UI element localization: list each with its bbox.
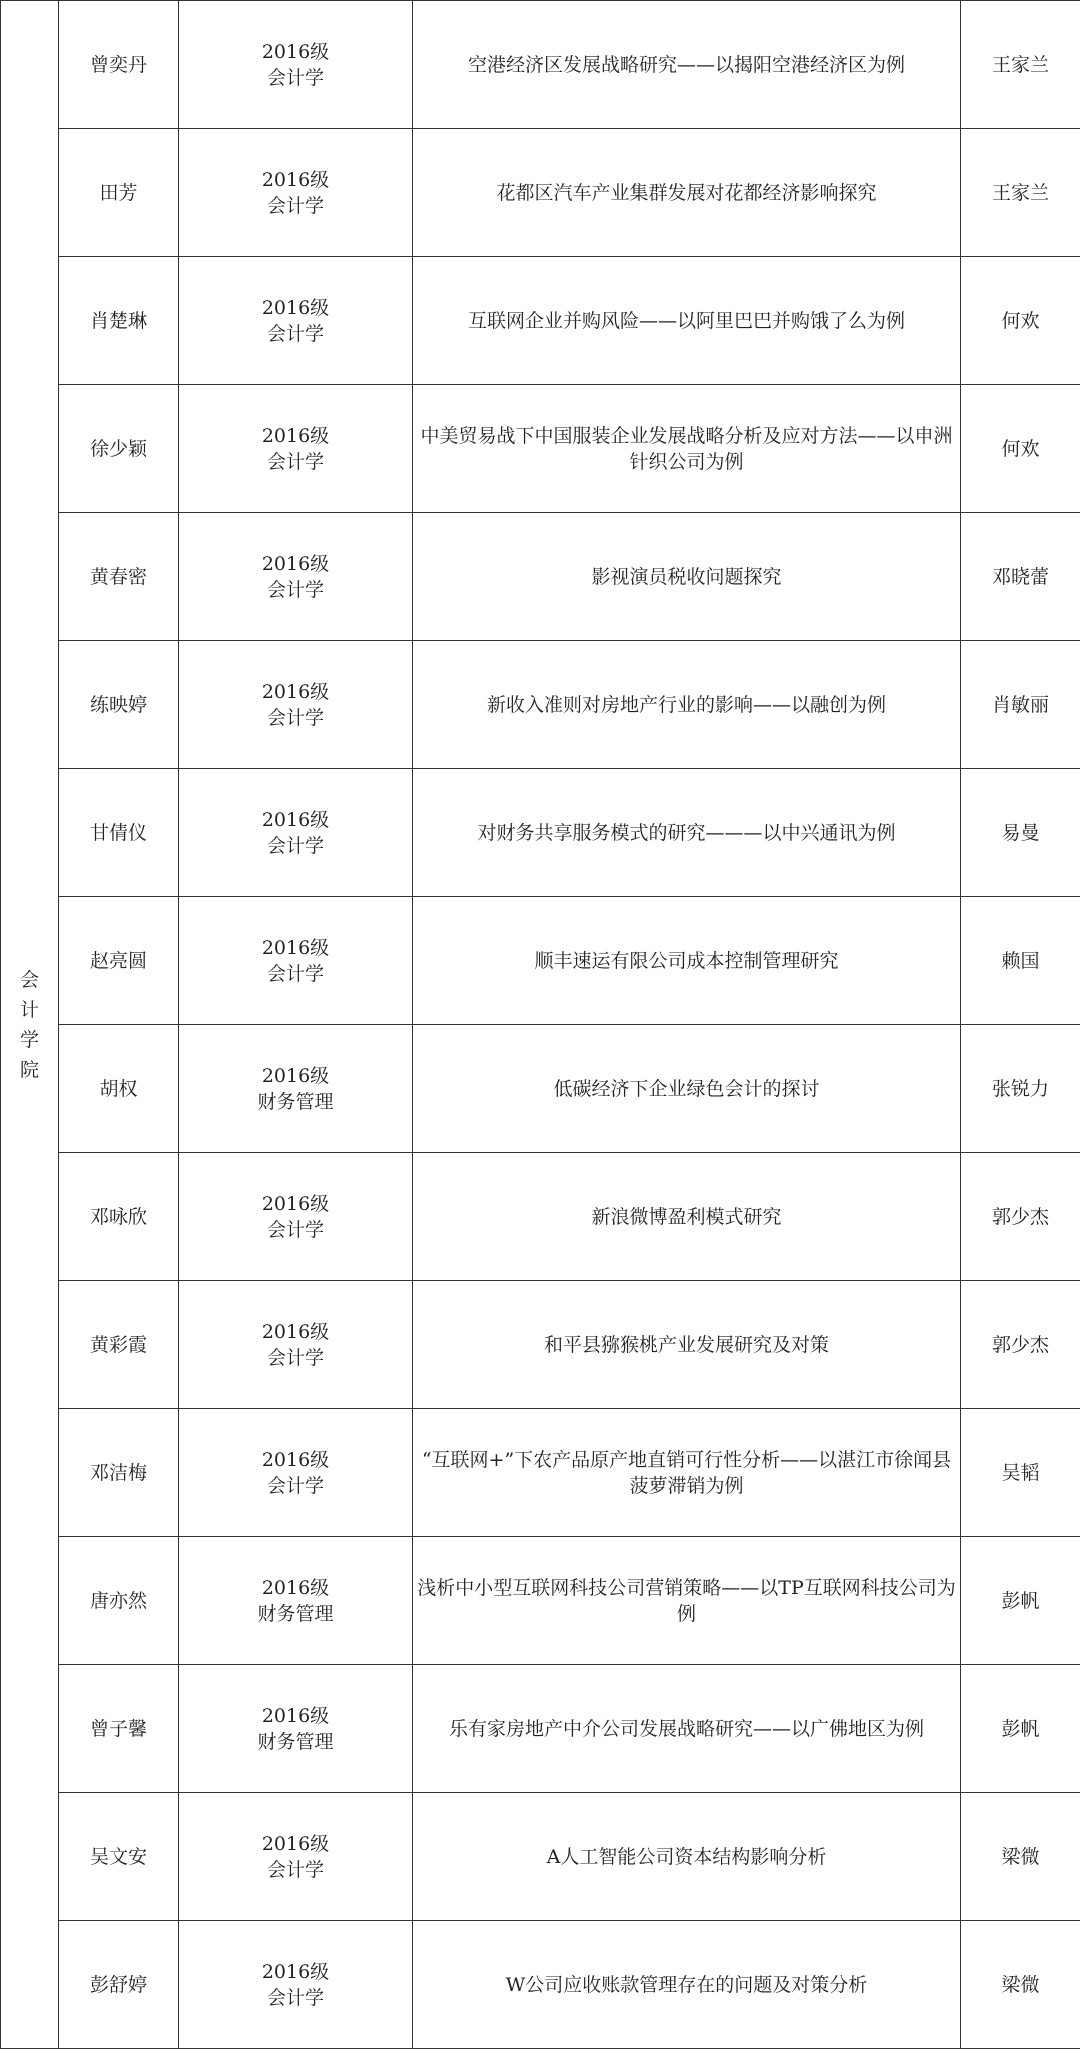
advisor-name: 郭少杰 [961, 1281, 1080, 1409]
student-name: 黄彩霞 [59, 1281, 179, 1409]
table-body [1, 1, 1080, 2049]
class-major: 会计学 [266, 1346, 324, 1369]
class-cell [179, 513, 413, 641]
advisor-name: 邓晓蕾 [961, 513, 1080, 641]
class-cell [179, 385, 413, 513]
thesis-title: 顺丰速运有限公司成本控制管理研究 [413, 897, 961, 1025]
class-major: 会计学 [266, 1858, 324, 1881]
table-row [1, 897, 1080, 1025]
student-name: 黄春密 [59, 513, 179, 641]
advisor-name: 梁微 [961, 1793, 1080, 1921]
table-row [1, 769, 1080, 897]
advisor-name: 赖国 [961, 897, 1080, 1025]
advisor-name: 王家兰 [961, 129, 1080, 257]
table-row [1, 1281, 1080, 1409]
advisor-name: 易曼 [961, 769, 1080, 897]
class-year: 2016级 [261, 1832, 330, 1855]
class-cell [179, 1537, 413, 1665]
class-year: 2016级 [261, 1960, 330, 1983]
table-row [1, 641, 1080, 769]
student-name: 邓咏欣 [59, 1153, 179, 1281]
table-row [1, 513, 1080, 641]
class-major: 会计学 [266, 1986, 324, 2009]
class-year: 2016级 [261, 40, 330, 63]
thesis-title: 空港经济区发展战略研究——以揭阳空港经济区为例 [413, 1, 961, 129]
thesis-title: 对财务共享服务模式的研究———以中兴通讯为例 [413, 769, 961, 897]
advisor-name: 彭帆 [961, 1665, 1080, 1793]
class-year: 2016级 [261, 1320, 330, 1343]
class-major: 会计学 [266, 194, 324, 217]
class-year: 2016级 [261, 808, 330, 831]
student-name: 曾子馨 [59, 1665, 179, 1793]
class-year: 2016级 [261, 296, 330, 319]
table-row [1, 1793, 1080, 1921]
class-cell [179, 1, 413, 129]
class-year: 2016级 [261, 680, 330, 703]
class-year: 2016级 [261, 552, 330, 575]
student-name: 吴文安 [59, 1793, 179, 1921]
student-name: 彭舒婷 [59, 1921, 179, 2049]
advisor-name: 何欢 [961, 385, 1080, 513]
thesis-title: 花都区汽车产业集群发展对花都经济影响探究 [413, 129, 961, 257]
thesis-title: A人工智能公司资本结构影响分析 [413, 1793, 961, 1921]
thesis-title: 影视演员税收问题探究 [413, 513, 961, 641]
class-major: 会计学 [266, 66, 324, 89]
advisor-name: 彭帆 [961, 1537, 1080, 1665]
thesis-title: 浅析中小型互联网科技公司营销策略——以TP互联网科技公司为例 [413, 1537, 961, 1665]
advisor-name: 吴韬 [961, 1409, 1080, 1537]
thesis-title: 和平县猕猴桃产业发展研究及对策 [413, 1281, 961, 1409]
class-year: 2016级 [261, 1704, 330, 1727]
class-cell [179, 1793, 413, 1921]
class-major: 财务管理 [257, 1090, 334, 1113]
advisor-name: 郭少杰 [961, 1153, 1080, 1281]
thesis-title: 中美贸易战下中国服装企业发展战略分析及应对方法——以申洲针织公司为例 [413, 385, 961, 513]
class-major: 会计学 [266, 706, 324, 729]
student-name: 胡权 [59, 1025, 179, 1153]
class-cell [179, 1025, 413, 1153]
student-name: 邓洁梅 [59, 1409, 179, 1537]
student-name: 肖楚琳 [59, 257, 179, 385]
class-cell [179, 641, 413, 769]
thesis-title: 新浪微博盈利模式研究 [413, 1153, 961, 1281]
class-major: 会计学 [266, 1474, 324, 1497]
class-major: 会计学 [266, 1218, 324, 1241]
class-year: 2016级 [261, 1576, 330, 1599]
table-row [1, 385, 1080, 513]
class-year: 2016级 [261, 936, 330, 959]
table-row [1, 1025, 1080, 1153]
student-name: 甘倩仪 [59, 769, 179, 897]
thesis-title: 新收入准则对房地产行业的影响——以融创为例 [413, 641, 961, 769]
class-cell [179, 897, 413, 1025]
student-name: 曾奕丹 [59, 1, 179, 129]
thesis-title: W公司应收账款管理存在的问题及对策分析 [413, 1921, 961, 2049]
class-year: 2016级 [261, 168, 330, 191]
class-cell [179, 1281, 413, 1409]
class-cell [179, 769, 413, 897]
class-cell [179, 1921, 413, 2049]
table-row [1, 129, 1080, 257]
table-row [1, 1153, 1080, 1281]
advisor-name: 梁微 [961, 1921, 1080, 2049]
advisor-name: 肖敏丽 [961, 641, 1080, 769]
table-row [1, 1409, 1080, 1537]
student-name: 练映婷 [59, 641, 179, 769]
class-major: 会计学 [266, 834, 324, 857]
advisor-name: 王家兰 [961, 1, 1080, 129]
class-major: 财务管理 [257, 1730, 334, 1753]
college-label: 会计学院 [19, 968, 39, 1081]
table-row [1, 1537, 1080, 1665]
student-name: 赵亮圆 [59, 897, 179, 1025]
class-cell [179, 1153, 413, 1281]
class-year: 2016级 [261, 1064, 330, 1087]
class-cell [179, 129, 413, 257]
class-major: 财务管理 [257, 1602, 334, 1625]
class-year: 2016级 [261, 1448, 330, 1471]
table-row [1, 1, 1080, 129]
student-name: 田芳 [59, 129, 179, 257]
class-major: 会计学 [266, 450, 324, 473]
class-major: 会计学 [266, 962, 324, 985]
student-name: 徐少颖 [59, 385, 179, 513]
class-year: 2016级 [261, 1192, 330, 1215]
class-cell [179, 1409, 413, 1537]
advisor-name: 张锐力 [961, 1025, 1080, 1153]
class-year: 2016级 [261, 424, 330, 447]
thesis-title: 乐有家房地产中介公司发展战略研究——以广佛地区为例 [413, 1665, 961, 1793]
college-cell [1, 1, 59, 2049]
table-row [1, 257, 1080, 385]
table-row [1, 1665, 1080, 1793]
student-name: 唐亦然 [59, 1537, 179, 1665]
table-row [1, 1921, 1080, 2049]
thesis-title: “互联网+”下农产品原产地直销可行性分析——以湛江市徐闻县菠萝滞销为例 [413, 1409, 961, 1537]
thesis-title: 互联网企业并购风险——以阿里巴巴并购饿了么为例 [413, 257, 961, 385]
thesis-title: 低碳经济下企业绿色会计的探讨 [413, 1025, 961, 1153]
class-major: 会计学 [266, 578, 324, 601]
advisor-name: 何欢 [961, 257, 1080, 385]
class-major: 会计学 [266, 322, 324, 345]
class-cell [179, 257, 413, 385]
class-cell [179, 1665, 413, 1793]
